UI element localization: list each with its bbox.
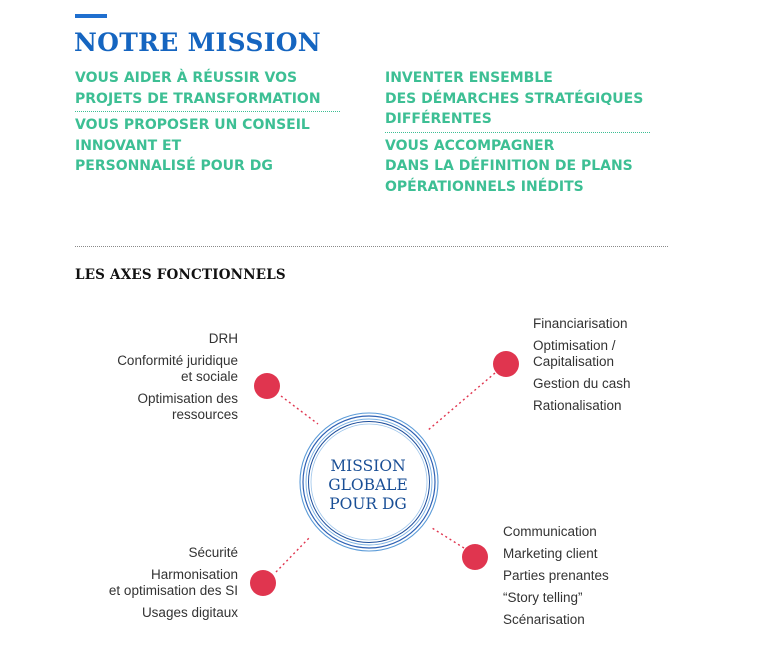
node-dot-top-right: [493, 351, 519, 377]
axis-item: Optimisation des ressources: [137, 391, 238, 422]
axis-item: Marketing client: [503, 546, 598, 561]
axis-finance-list: [533, 316, 733, 420]
node-dot-bottom-left: [250, 570, 276, 596]
axis-item: Financiarisation: [533, 316, 628, 331]
connector-bottom-left: [276, 537, 310, 572]
center-line: MISSION: [330, 457, 406, 475]
goal-item: INVENTER ENSEMBLE DES DÉMARCHES STRATÉGIQUES DIFFÉRENTES: [385, 68, 650, 133]
axis-item: Sécurité: [188, 545, 238, 560]
section-subtitle: LES AXES FONCTIONNELS: [75, 267, 286, 283]
axis-is-list: [78, 545, 238, 627]
axis-item: Rationalisation: [533, 398, 622, 413]
node-dot-bottom-right: [462, 544, 488, 570]
connector-top-left: [281, 396, 318, 424]
axis-item: Optimisation / Capitalisation: [533, 338, 616, 369]
axis-item: Harmonisation et optimisation des SI: [108, 567, 238, 598]
goal-item: VOUS ACCOMPAGNER DANS LA DÉFINITION DE PLANS OPÉRATIONNELS INÉDITS: [385, 137, 633, 195]
center-line: POUR DG: [329, 495, 407, 513]
center-line: GLOBALE: [328, 476, 408, 494]
axis-item: Communication: [503, 524, 597, 539]
axis-communication-list: [503, 524, 703, 634]
goal-item: VOUS AIDER À RÉUSSIR VOS PROJETS DE TRANSFORMATION: [75, 68, 340, 112]
goal-item: VOUS PROPOSER UN CONSEIL INNOVANT ET PERSONNALISÉ POUR DG: [75, 117, 310, 174]
axis-item: “Story telling”: [503, 590, 583, 605]
connector-top-right: [427, 373, 495, 431]
mission-center-label: [308, 457, 428, 514]
axis-hr-list: [88, 331, 238, 429]
connector-bottom-right: [432, 528, 464, 548]
axis-item: Usages digitaux: [141, 605, 238, 620]
axis-item: Scénarisation: [503, 612, 585, 627]
page-title: NOTRE MISSION: [74, 28, 321, 57]
axis-item: DRH: [208, 331, 238, 346]
axis-item: Gestion du cash: [533, 376, 631, 391]
axis-item: Parties prenantes: [503, 568, 609, 583]
node-dot-top-left: [254, 373, 280, 399]
axis-item: Conformité juridique et sociale: [117, 353, 238, 384]
